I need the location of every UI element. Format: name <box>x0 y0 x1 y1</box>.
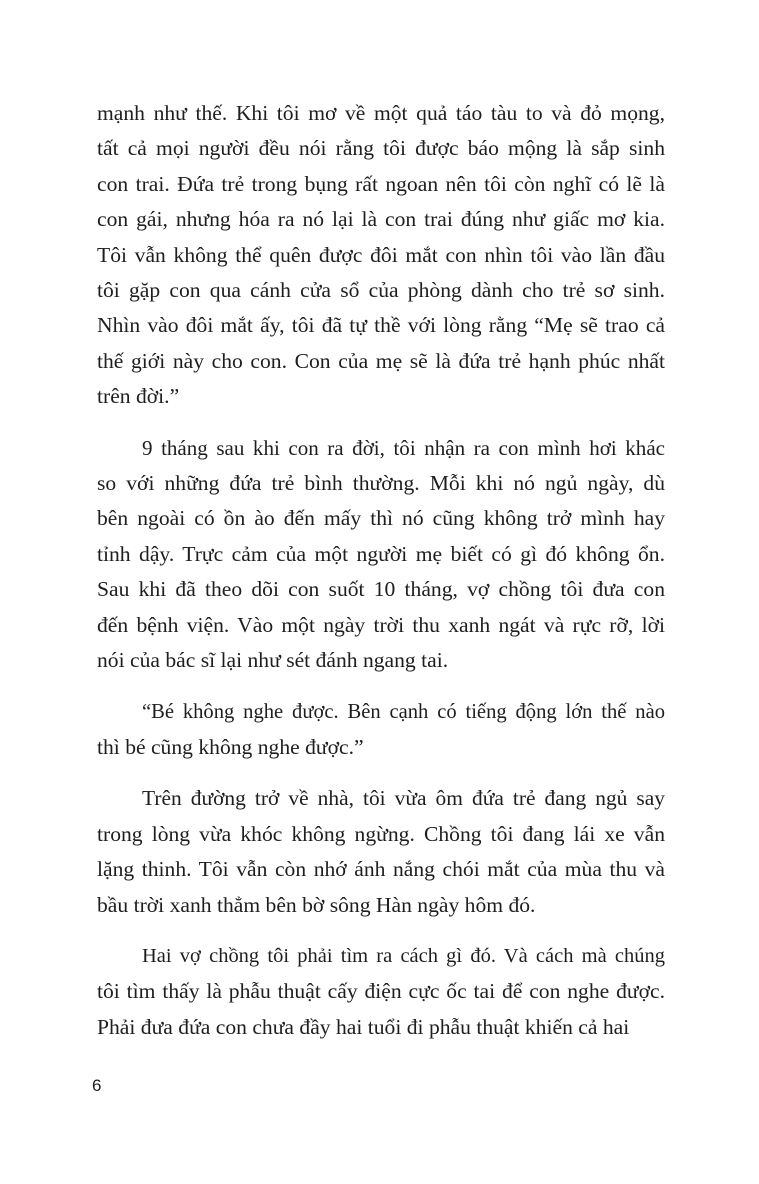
text-line: Trên đường trở về nhà, tôi vừa ôm đứa trẻ đang ngủ say <box>142 786 665 811</box>
text-line: con gái, nhưng hóa ra nó lại là con trai đúng như giấc mơ kia. <box>97 207 665 232</box>
text-line: lặng thinh. Tôi vẫn còn nhớ ánh nắng chói mắt của mùa thu và <box>97 857 665 882</box>
text-line: bên ngoài có ồn ào đến mấy thì nó cũng không trở mình hay <box>97 506 665 531</box>
text-line: tất cả mọi người đều nói rằng tôi được báo mộng là sắp sinh <box>97 136 665 161</box>
paragraph <box>97 939 665 1045</box>
text-line: trên đời.” <box>97 384 180 409</box>
text-line: tỉnh dậy. Trực cảm của một người mẹ biết có gì đó không ổn. <box>97 541 665 566</box>
text-line: bầu trời xanh thẳm bên bờ sông Hàn ngày hôm đó. <box>97 892 536 917</box>
text-line: con trai. Đứa trẻ trong bụng rất ngoan nên tôi còn nghĩ có lẽ là <box>97 171 665 196</box>
text-line: tôi gặp con qua cánh cửa sổ của phòng dành cho trẻ sơ sinh. <box>97 278 665 303</box>
text-line: đến bệnh viện. Vào một ngày trời thu xanh ngát và rực rỡ, lời <box>97 612 665 637</box>
text-line: Sau khi đã theo dõi con suốt 10 tháng, vợ chồng tôi đưa con <box>97 577 665 602</box>
text-line: trong lòng vừa khóc không ngừng. Chồng tôi đang lái xe vẫn <box>97 821 665 846</box>
text-line: so với những đứa trẻ bình thường. Mỗi khi nó ngủ ngày, dù <box>97 471 665 496</box>
page-number: 6 <box>92 1076 102 1095</box>
text-line: Phải đưa đứa con chưa đầy hai tuổi đi phẫu thuật khiến cả hai <box>97 1014 630 1039</box>
text-line: Hai vợ chồng tôi phải tìm ra cách gì đó. Và cách mà chúng <box>142 944 665 967</box>
text-line: Tôi vẫn không thể quên được đôi mắt con nhìn tôi vào lần đầu <box>97 242 665 267</box>
text-line: Nhìn vào đôi mắt ấy, tôi đã tự thề với lòng rằng “Mẹ sẽ trao cả <box>97 313 665 338</box>
paragraph <box>97 96 665 415</box>
text-line: tôi tìm thấy là phẫu thuật cấy điện cực ốc tai để con nghe được. <box>97 979 665 1004</box>
paragraph <box>97 695 665 766</box>
paragraph <box>97 781 665 923</box>
body-text <box>97 96 665 1045</box>
text-line: mạnh như thế. Khi tôi mơ về một quả táo tàu to và đỏ mọng, <box>97 101 665 125</box>
text-line: thế giới này cho con. Con của mẹ sẽ là đứa trẻ hạnh phúc nhất <box>97 348 665 373</box>
text-line: 9 tháng sau khi con ra đời, tôi nhận ra con mình hơi khác <box>142 435 665 460</box>
paragraph <box>97 431 665 679</box>
text-line: thì bé cũng không nghe được.” <box>97 734 364 759</box>
text-line: nói của bác sĩ lại như sét đánh ngang tai. <box>97 648 449 673</box>
text-line: “Bé không nghe được. Bên cạnh có tiếng động lớn thế nào <box>142 700 665 723</box>
